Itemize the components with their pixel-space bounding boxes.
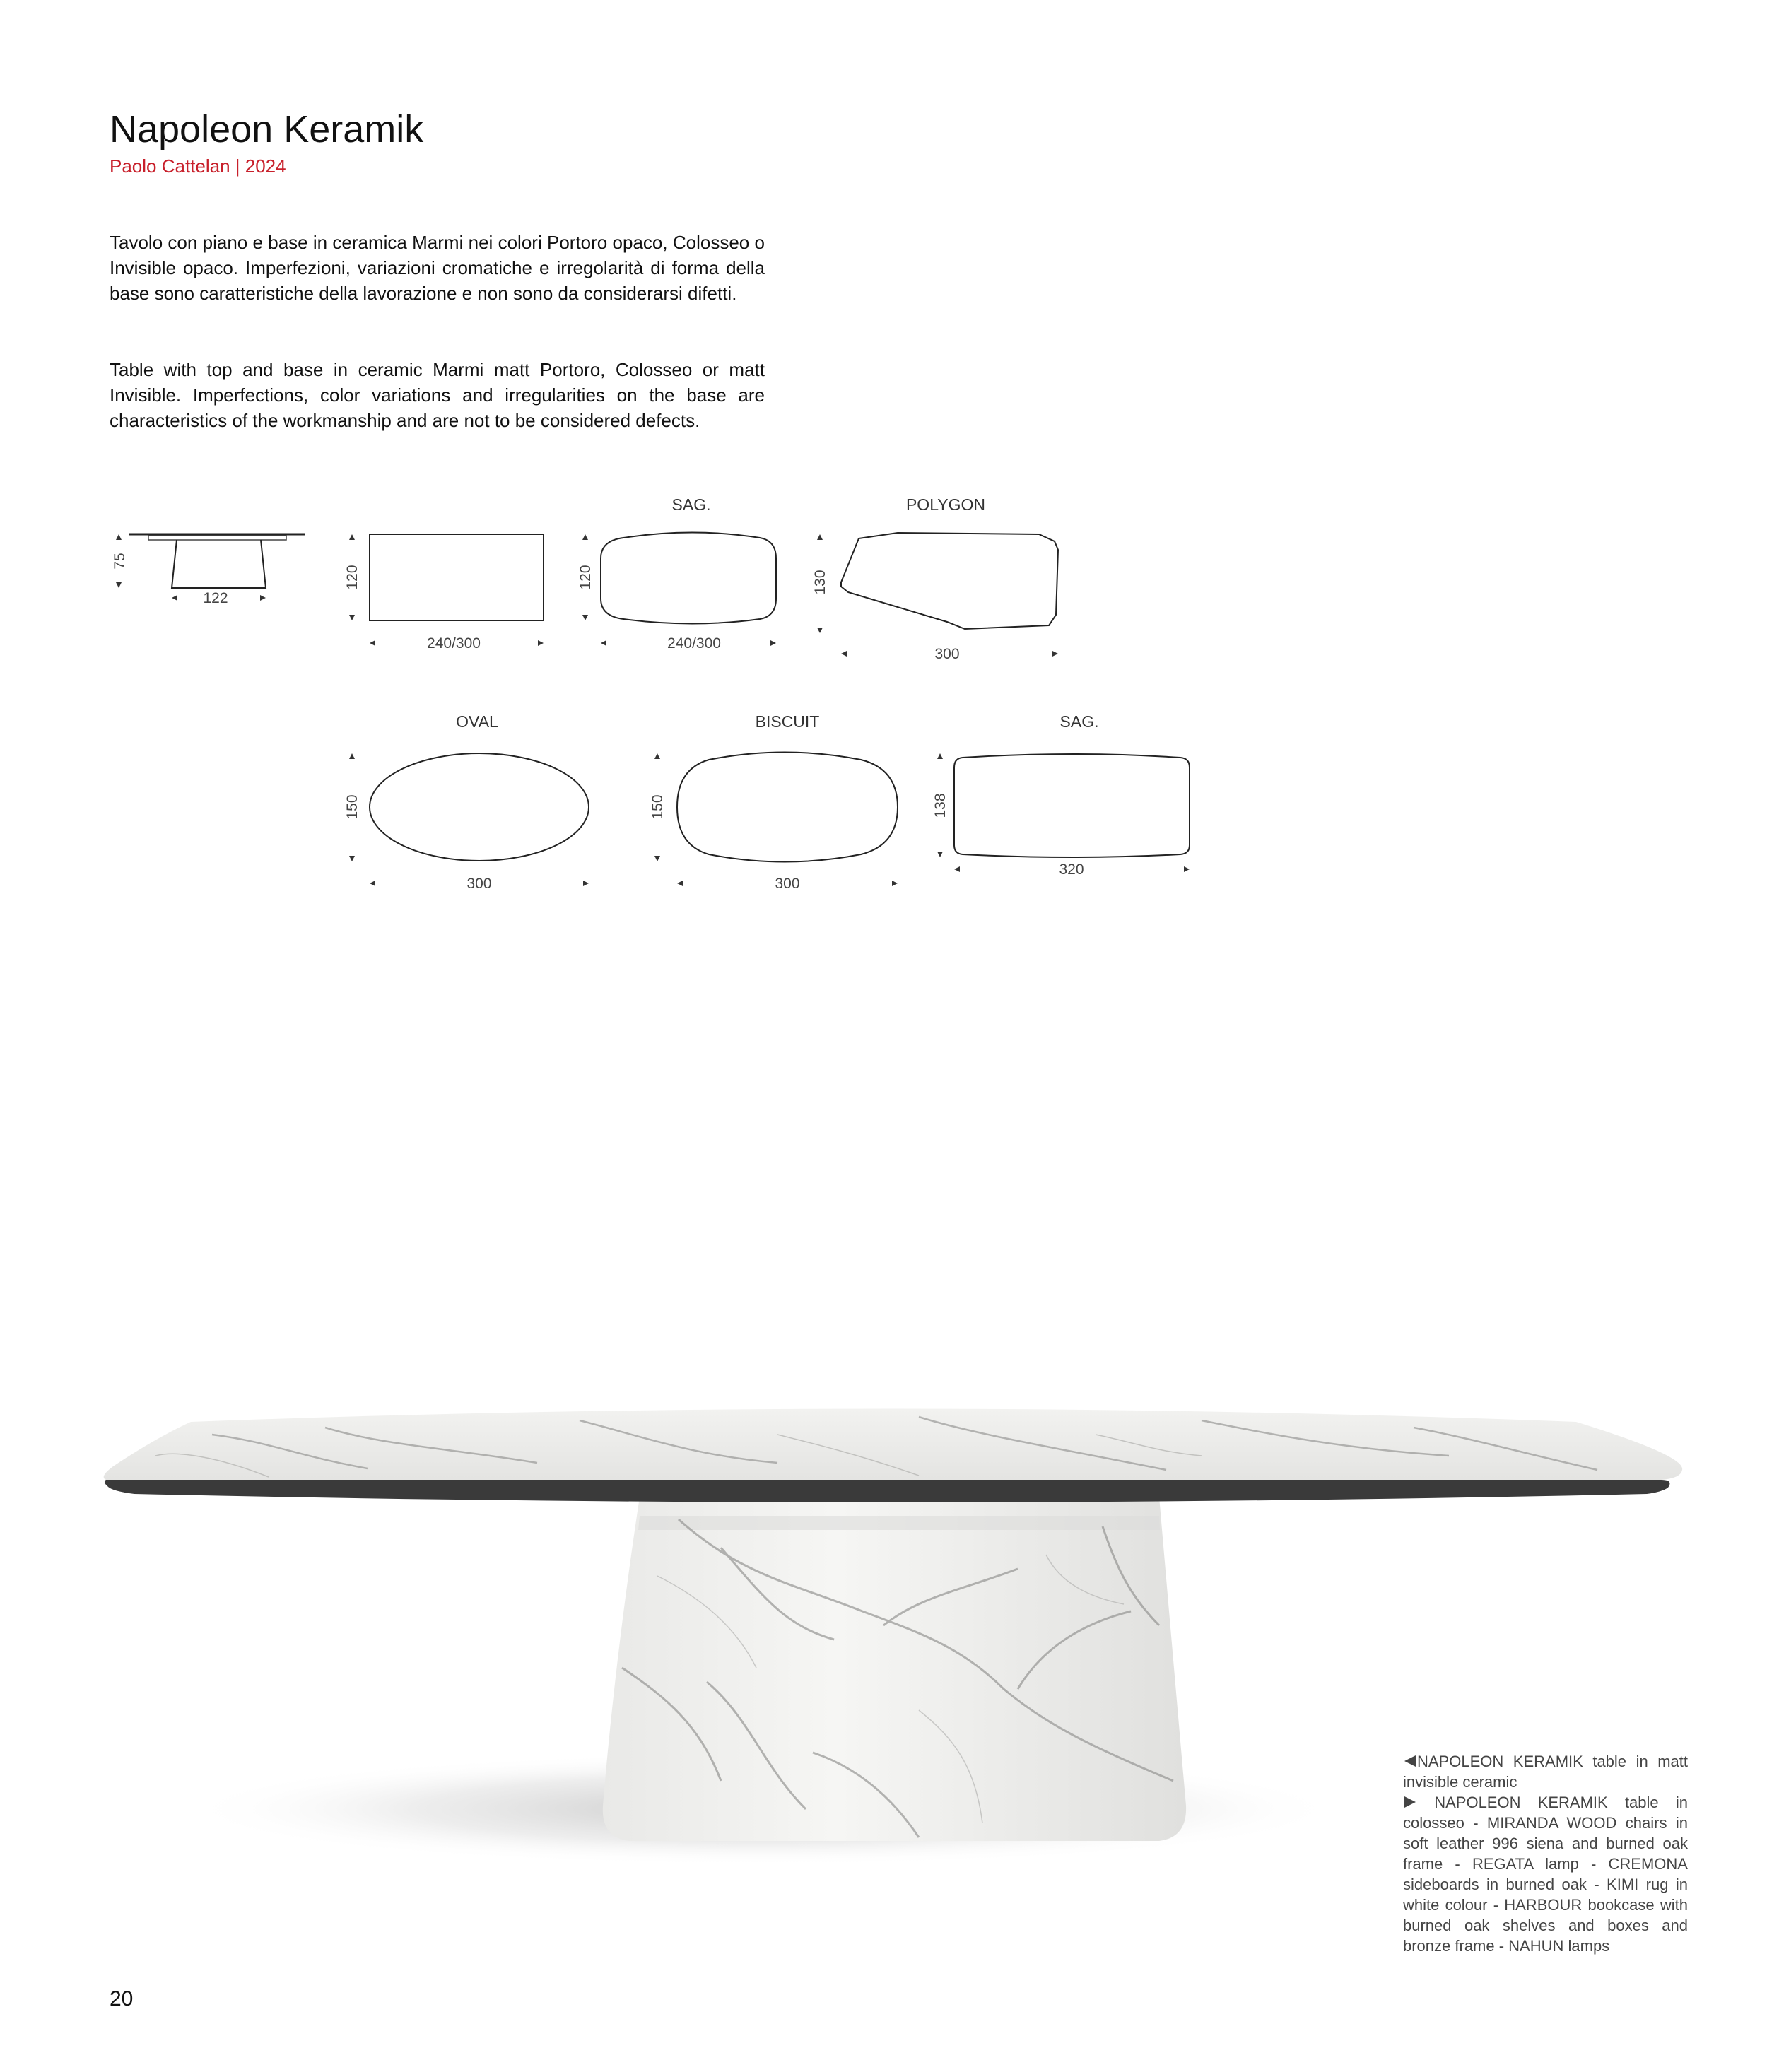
side-height-label: 75: [112, 553, 128, 570]
caption-line-1: [1403, 1751, 1688, 1792]
biscuit-diagram: [650, 712, 898, 892]
caption-line-2: [1403, 1792, 1688, 1956]
description-english: Table with top and base in ceramic Marmi matt Portoro, Colosseo or matt Invisible. Imperfections, color variations and irregularities on the base are characteristics of the workmanship and are not to be considered defects.: [110, 359, 765, 431]
oval-width-label: 300: [466, 876, 492, 892]
rectangular-height-label: 120: [344, 565, 360, 590]
polygon-height-label: 130: [812, 570, 828, 595]
biscuit-label: BISCUIT: [755, 712, 820, 731]
photo-caption: [1403, 1751, 1688, 1956]
sag-diagram-1: [577, 495, 776, 652]
side-width-label: 122: [203, 590, 228, 606]
sag-height-label-2: 138: [932, 793, 949, 818]
biscuit-width-label: 300: [775, 876, 800, 892]
oval-label: OVAL: [456, 712, 498, 731]
polygon-diagram: [812, 495, 1058, 662]
caption-text-2: NAPOLEON KERAMIK table in colosseo - MIRANDA WOOD chairs in soft leather 996 siena and burned oak frame - REGATA lamp - CREMONA sideboards in burned oak - KIMI rug in white colour - HARBOUR bookcase with burned oak shelves and boxes and bronze frame - NAHUN lamps: [1403, 1794, 1688, 1955]
description-italian: Tavolo con piano e base in ceramica Marmi nei colori Portoro opaco, Colosseo o Invisible opaco. Imperfezioni, variazioni cromatiche e irregolarità di forma della base sono caratteristiche della lavorazione e non sono da considerarsi difetti.: [110, 232, 765, 304]
caption-text-1: NAPOLEON KERAMIK table in matt invisible ceramic: [1403, 1753, 1688, 1791]
page-title: Napoleon Keramik: [110, 108, 424, 151]
sag-width-label-2: 320: [1059, 861, 1084, 878]
biscuit-height-label: 150: [650, 794, 666, 820]
side-view-diagram: [112, 534, 305, 606]
polygon-label: POLYGON: [905, 495, 986, 514]
sag-label-2: SAG.: [1059, 712, 1099, 731]
page-number: 20: [110, 1987, 134, 2011]
sag-label-1: SAG.: [671, 495, 711, 514]
designer-year: Paolo Cattelan | 2024: [110, 155, 286, 177]
oval-height-label: 150: [344, 794, 360, 820]
triangle-left-icon: [1403, 1754, 1417, 1768]
dimension-diagrams: [0, 0, 1767, 933]
sag-height-label-1: 120: [577, 565, 594, 590]
oval-diagram: [344, 712, 589, 892]
rectangular-width-label: 240/300: [427, 635, 481, 652]
sag-width-label-1: 240/300: [667, 635, 721, 652]
polygon-width-label: 300: [934, 646, 960, 662]
sag-diagram-2: [932, 712, 1190, 878]
rectangular-diagram: [344, 534, 544, 652]
triangle-right-icon: [1403, 1795, 1417, 1809]
